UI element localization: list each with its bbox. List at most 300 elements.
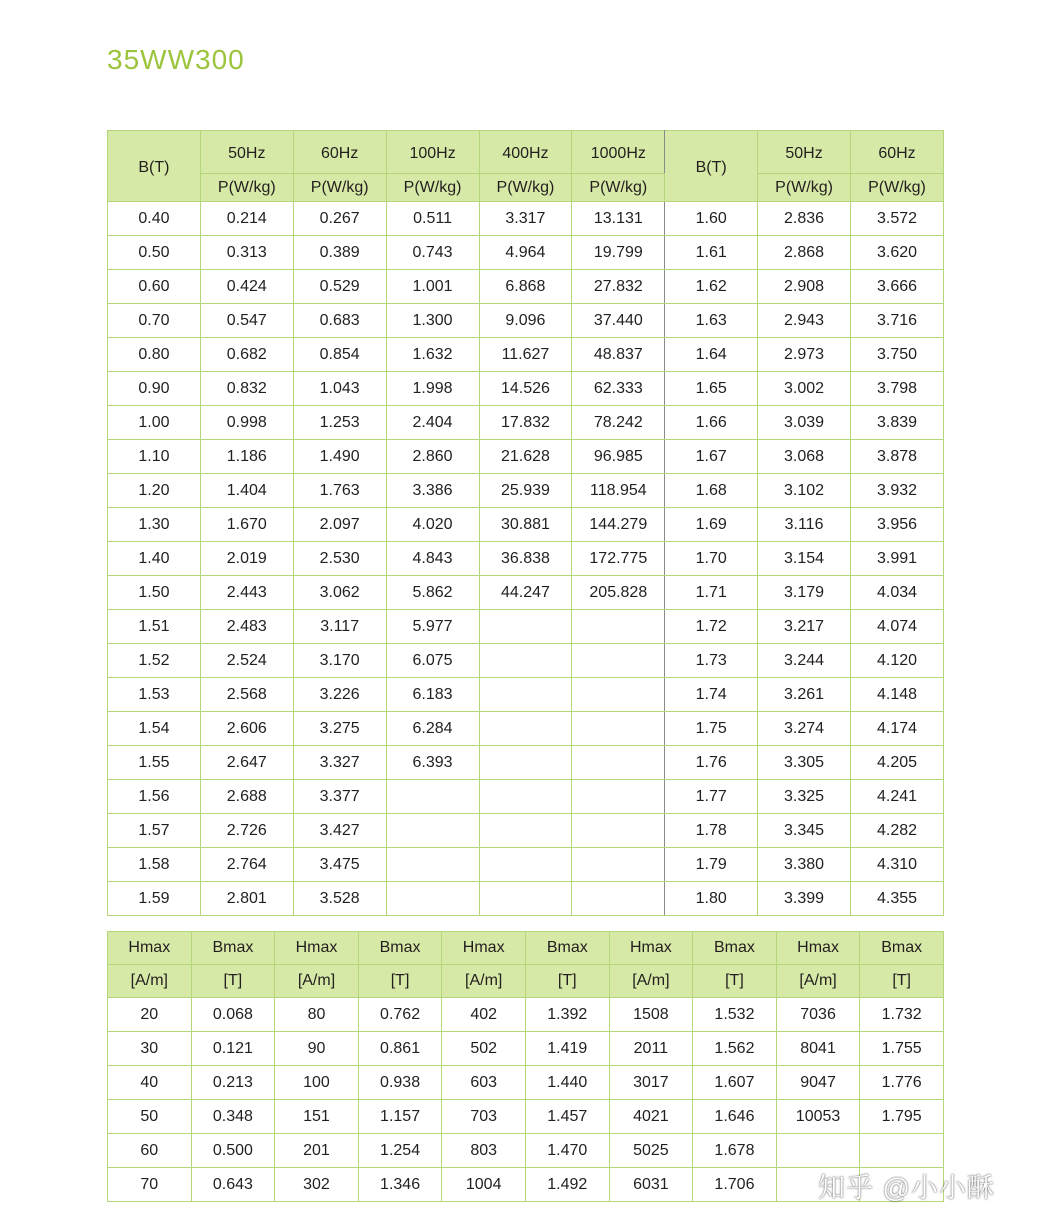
table-cell: 4.034 — [851, 576, 944, 610]
unit-label: P(W/kg) — [479, 174, 572, 202]
table-cell: 2.726 — [200, 814, 293, 848]
table-cell: 4.282 — [851, 814, 944, 848]
table-cell: 1.404 — [200, 474, 293, 508]
table-cell: 172.775 — [572, 542, 665, 576]
table-cell: 1.776 — [860, 1066, 944, 1100]
table-cell: 0.938 — [358, 1066, 442, 1100]
table-row — [108, 882, 944, 916]
table-cell: 1.706 — [693, 1168, 777, 1202]
table-cell: 3.062 — [293, 576, 386, 610]
table-cell: 25.939 — [479, 474, 572, 508]
table-cell — [479, 644, 572, 678]
table-cell — [479, 746, 572, 780]
table-cell: 0.424 — [200, 270, 293, 304]
magnetization-table — [107, 931, 944, 1202]
bh-unit-row — [108, 965, 944, 998]
table-row — [108, 1134, 944, 1168]
table-cell: 9.096 — [479, 304, 572, 338]
table-row — [108, 372, 944, 406]
table-cell: 1.54 — [108, 712, 201, 746]
unit-label: P(W/kg) — [758, 174, 851, 202]
table-cell: 1.70 — [665, 542, 758, 576]
table-cell: 1.69 — [665, 508, 758, 542]
table-cell — [572, 780, 665, 814]
table-cell: 1.73 — [665, 644, 758, 678]
table-cell: 1.419 — [525, 1032, 609, 1066]
table-cell: 2.764 — [200, 848, 293, 882]
table-cell: 1.60 — [665, 202, 758, 236]
table-cell: 36.838 — [479, 542, 572, 576]
bh-header-cell: Hmax — [275, 932, 359, 965]
table-cell: 3.170 — [293, 644, 386, 678]
bh-header-cell: Bmax — [525, 932, 609, 965]
table-cell: 6.075 — [386, 644, 479, 678]
table-cell: 6031 — [609, 1168, 693, 1202]
table-cell: 2011 — [609, 1032, 693, 1066]
table-cell: 3.039 — [758, 406, 851, 440]
table-cell: 0.60 — [108, 270, 201, 304]
bh-unit-cell: [A/m] — [776, 965, 860, 998]
unit-label: P(W/kg) — [572, 174, 665, 202]
table-cell: 3.528 — [293, 882, 386, 916]
unit-label: P(W/kg) — [386, 174, 479, 202]
table-cell: 1.763 — [293, 474, 386, 508]
table-cell: 4.020 — [386, 508, 479, 542]
table-cell — [386, 882, 479, 916]
bh-unit-cell: [A/m] — [108, 965, 192, 998]
table-cell: 3.386 — [386, 474, 479, 508]
table-cell: 0.998 — [200, 406, 293, 440]
table-cell: 21.628 — [479, 440, 572, 474]
table-cell: 0.643 — [191, 1168, 275, 1202]
table-cell: 9047 — [776, 1066, 860, 1100]
table-cell: 1.40 — [108, 542, 201, 576]
table-cell: 1.186 — [200, 440, 293, 474]
table-cell: 201 — [275, 1134, 359, 1168]
table-cell: 803 — [442, 1134, 526, 1168]
col-400hz: 400Hz — [479, 131, 572, 174]
table-cell: 6.183 — [386, 678, 479, 712]
col-60hz-right: 60Hz — [851, 131, 944, 174]
bh-header-cell: Bmax — [693, 932, 777, 965]
table-cell: 3.345 — [758, 814, 851, 848]
table-cell: 14.526 — [479, 372, 572, 406]
bh-unit-cell: [T] — [191, 965, 275, 998]
table-cell — [572, 712, 665, 746]
core-loss-table — [107, 130, 944, 916]
table-row — [108, 474, 944, 508]
table-cell: 1.043 — [293, 372, 386, 406]
table-cell — [572, 746, 665, 780]
table-cell: 0.267 — [293, 202, 386, 236]
table-cell: 2.568 — [200, 678, 293, 712]
loss-table-body — [108, 202, 944, 916]
bh-header-cell: Bmax — [191, 932, 275, 965]
bh-unit-cell: [A/m] — [442, 965, 526, 998]
table-cell: 0.762 — [358, 998, 442, 1032]
table-cell: 3.068 — [758, 440, 851, 474]
table-cell: 0.861 — [358, 1032, 442, 1066]
table-cell: 2.868 — [758, 236, 851, 270]
table-cell: 1.20 — [108, 474, 201, 508]
table-cell: 62.333 — [572, 372, 665, 406]
col-b-left: B(T) — [108, 131, 201, 202]
table-cell: 3.878 — [851, 440, 944, 474]
table-cell: 1.56 — [108, 780, 201, 814]
table-cell: 0.90 — [108, 372, 201, 406]
table-cell: 1.492 — [525, 1168, 609, 1202]
table-cell: 3.179 — [758, 576, 851, 610]
table-cell: 2.483 — [200, 610, 293, 644]
table-cell: 1.632 — [386, 338, 479, 372]
table-cell: 2.019 — [200, 542, 293, 576]
table-cell: 3.956 — [851, 508, 944, 542]
table-cell: 3.666 — [851, 270, 944, 304]
table-cell — [386, 848, 479, 882]
table-cell: 1.71 — [665, 576, 758, 610]
bh-unit-cell: [A/m] — [275, 965, 359, 998]
table-cell: 1.795 — [860, 1100, 944, 1134]
table-cell: 3.839 — [851, 406, 944, 440]
table-cell: 0.40 — [108, 202, 201, 236]
table-row — [108, 304, 944, 338]
table-cell: 2.860 — [386, 440, 479, 474]
table-cell: 5.977 — [386, 610, 479, 644]
table-cell: 1.646 — [693, 1100, 777, 1134]
table-cell: 1.157 — [358, 1100, 442, 1134]
table-cell: 4.205 — [851, 746, 944, 780]
table-cell: 2.404 — [386, 406, 479, 440]
table-cell: 4.148 — [851, 678, 944, 712]
bh-unit-cell: [T] — [693, 965, 777, 998]
table-cell: 1.670 — [200, 508, 293, 542]
table-cell: 3.154 — [758, 542, 851, 576]
table-cell: 4.174 — [851, 712, 944, 746]
table-cell — [860, 1134, 944, 1168]
table-cell: 0.511 — [386, 202, 479, 236]
table-cell: 205.828 — [572, 576, 665, 610]
table-cell: 2.097 — [293, 508, 386, 542]
table-cell: 6.284 — [386, 712, 479, 746]
table-cell: 1.62 — [665, 270, 758, 304]
table-cell: 6.868 — [479, 270, 572, 304]
table-cell: 1.76 — [665, 746, 758, 780]
table-cell: 3.427 — [293, 814, 386, 848]
table-cell: 0.500 — [191, 1134, 275, 1168]
table-cell: 1.65 — [665, 372, 758, 406]
table-cell: 1.64 — [665, 338, 758, 372]
table-cell: 4.355 — [851, 882, 944, 916]
table-cell: 1.253 — [293, 406, 386, 440]
table-row — [108, 1100, 944, 1134]
table-cell: 1.470 — [525, 1134, 609, 1168]
table-row — [108, 542, 944, 576]
bh-unit-cell: [T] — [358, 965, 442, 998]
table-cell: 1508 — [609, 998, 693, 1032]
table-cell: 1.63 — [665, 304, 758, 338]
table-cell: 3.932 — [851, 474, 944, 508]
table-cell: 3.226 — [293, 678, 386, 712]
unit-label: P(W/kg) — [200, 174, 293, 202]
table-cell: 703 — [442, 1100, 526, 1134]
table-cell: 2.524 — [200, 644, 293, 678]
table-cell: 0.529 — [293, 270, 386, 304]
table-row — [108, 746, 944, 780]
table-cell: 1.755 — [860, 1032, 944, 1066]
table-cell: 1.57 — [108, 814, 201, 848]
table-cell: 30 — [108, 1032, 192, 1066]
table-cell: 1.59 — [108, 882, 201, 916]
table-row — [108, 712, 944, 746]
table-cell: 1.254 — [358, 1134, 442, 1168]
col-50hz-left: 50Hz — [200, 131, 293, 174]
table-cell: 0.854 — [293, 338, 386, 372]
table-cell: 302 — [275, 1168, 359, 1202]
table-cell: 44.247 — [479, 576, 572, 610]
table-cell: 3.275 — [293, 712, 386, 746]
table-cell: 3017 — [609, 1066, 693, 1100]
table-cell: 1.732 — [860, 998, 944, 1032]
table-row — [108, 998, 944, 1032]
table-cell: 4.964 — [479, 236, 572, 270]
table-cell: 1.457 — [525, 1100, 609, 1134]
unit-label: P(W/kg) — [851, 174, 944, 202]
table-cell: 3.117 — [293, 610, 386, 644]
col-b-right: B(T) — [665, 131, 758, 202]
table-cell: 1.66 — [665, 406, 758, 440]
table-cell: 78.242 — [572, 406, 665, 440]
table-cell: 3.102 — [758, 474, 851, 508]
loss-header-row — [108, 131, 944, 174]
table-cell: 0.068 — [191, 998, 275, 1032]
table-row — [108, 814, 944, 848]
page-title: 35WW300 — [107, 44, 245, 75]
table-cell: 37.440 — [572, 304, 665, 338]
table-cell: 1.79 — [665, 848, 758, 882]
table-cell: 0.348 — [191, 1100, 275, 1134]
table-cell: 1.300 — [386, 304, 479, 338]
table-cell: 2.647 — [200, 746, 293, 780]
table-cell: 5.862 — [386, 576, 479, 610]
table-row — [108, 508, 944, 542]
table-cell: 4.843 — [386, 542, 479, 576]
col-60hz-left: 60Hz — [293, 131, 386, 174]
table-cell: 151 — [275, 1100, 359, 1134]
table-cell: 19.799 — [572, 236, 665, 270]
table-cell: 1.78 — [665, 814, 758, 848]
table-cell: 4.074 — [851, 610, 944, 644]
table-cell: 3.377 — [293, 780, 386, 814]
col-50hz-right: 50Hz — [758, 131, 851, 174]
table-cell: 3.620 — [851, 236, 944, 270]
table-cell: 1.58 — [108, 848, 201, 882]
bh-header-cell: Bmax — [358, 932, 442, 965]
table-cell: 50 — [108, 1100, 192, 1134]
table-cell: 1.52 — [108, 644, 201, 678]
bh-header-cell: Hmax — [609, 932, 693, 965]
table-cell: 3.475 — [293, 848, 386, 882]
table-cell — [386, 814, 479, 848]
table-cell: 6.393 — [386, 746, 479, 780]
table-cell: 0.213 — [191, 1066, 275, 1100]
table-cell: 1004 — [442, 1168, 526, 1202]
table-row — [108, 780, 944, 814]
table-cell: 1.001 — [386, 270, 479, 304]
col-1000hz: 1000Hz — [572, 131, 665, 174]
table-cell: 1.61 — [665, 236, 758, 270]
table-cell: 7036 — [776, 998, 860, 1032]
table-row — [108, 644, 944, 678]
table-cell: 11.627 — [479, 338, 572, 372]
table-cell: 1.490 — [293, 440, 386, 474]
table-cell: 1.72 — [665, 610, 758, 644]
table-cell: 1.75 — [665, 712, 758, 746]
table-cell: 3.325 — [758, 780, 851, 814]
table-row — [108, 406, 944, 440]
table-cell: 3.716 — [851, 304, 944, 338]
table-cell: 1.440 — [525, 1066, 609, 1100]
bh-unit-cell: [T] — [860, 965, 944, 998]
table-cell: 1.562 — [693, 1032, 777, 1066]
table-cell: 1.998 — [386, 372, 479, 406]
table-cell: 4.120 — [851, 644, 944, 678]
table-row — [108, 338, 944, 372]
table-cell: 1.67 — [665, 440, 758, 474]
table-cell: 40 — [108, 1066, 192, 1100]
table-cell: 1.607 — [693, 1066, 777, 1100]
table-cell: 27.832 — [572, 270, 665, 304]
table-cell: 1.678 — [693, 1134, 777, 1168]
watermark: 知乎 @小小酥 — [818, 1173, 995, 1203]
table-cell: 3.991 — [851, 542, 944, 576]
col-100hz: 100Hz — [386, 131, 479, 174]
table-cell: 96.985 — [572, 440, 665, 474]
table-cell: 0.682 — [200, 338, 293, 372]
table-cell — [386, 780, 479, 814]
table-cell: 4.241 — [851, 780, 944, 814]
table-cell — [572, 882, 665, 916]
table-cell: 3.798 — [851, 372, 944, 406]
table-cell: 603 — [442, 1066, 526, 1100]
loss-unit-row — [108, 174, 944, 202]
table-cell — [479, 712, 572, 746]
table-cell: 17.832 — [479, 406, 572, 440]
table-cell: 4021 — [609, 1100, 693, 1134]
table-cell: 2.908 — [758, 270, 851, 304]
table-cell: 3.002 — [758, 372, 851, 406]
table-cell: 1.30 — [108, 508, 201, 542]
bh-header-cell: Bmax — [860, 932, 944, 965]
table-cell: 0.313 — [200, 236, 293, 270]
table-cell: 2.443 — [200, 576, 293, 610]
bh-unit-cell: [T] — [525, 965, 609, 998]
table-cell: 0.121 — [191, 1032, 275, 1066]
table-cell — [572, 610, 665, 644]
table-cell: 2.801 — [200, 882, 293, 916]
table-cell: 3.380 — [758, 848, 851, 882]
table-cell: 30.881 — [479, 508, 572, 542]
table-cell — [776, 1134, 860, 1168]
table-cell: 60 — [108, 1134, 192, 1168]
table-cell — [572, 678, 665, 712]
unit-label: P(W/kg) — [293, 174, 386, 202]
table-cell — [572, 848, 665, 882]
table-cell: 0.80 — [108, 338, 201, 372]
table-cell: 70 — [108, 1168, 192, 1202]
table-cell: 1.55 — [108, 746, 201, 780]
table-cell — [479, 848, 572, 882]
table-cell: 2.973 — [758, 338, 851, 372]
table-cell: 2.530 — [293, 542, 386, 576]
table-row — [108, 236, 944, 270]
bh-header-cell: Hmax — [442, 932, 526, 965]
table-cell: 1.00 — [108, 406, 201, 440]
table-cell: 0.70 — [108, 304, 201, 338]
table-cell: 2.836 — [758, 202, 851, 236]
table-cell: 100 — [275, 1066, 359, 1100]
table-cell: 3.261 — [758, 678, 851, 712]
table-cell: 90 — [275, 1032, 359, 1066]
table-cell: 3.217 — [758, 610, 851, 644]
table-cell: 3.305 — [758, 746, 851, 780]
table-cell: 0.683 — [293, 304, 386, 338]
bh-header-row — [108, 932, 944, 965]
table-cell: 0.389 — [293, 236, 386, 270]
table-cell: 1.51 — [108, 610, 201, 644]
table-cell: 0.832 — [200, 372, 293, 406]
table-cell: 0.743 — [386, 236, 479, 270]
table-cell: 10053 — [776, 1100, 860, 1134]
table-cell: 4.310 — [851, 848, 944, 882]
table-cell: 80 — [275, 998, 359, 1032]
table-cell: 3.327 — [293, 746, 386, 780]
table-cell — [479, 678, 572, 712]
table-cell — [479, 780, 572, 814]
table-cell: 5025 — [609, 1134, 693, 1168]
table-cell: 1.80 — [665, 882, 758, 916]
table-cell: 1.68 — [665, 474, 758, 508]
table-row — [108, 610, 944, 644]
table-cell: 1.50 — [108, 576, 201, 610]
table-cell: 144.279 — [572, 508, 665, 542]
table-cell: 0.547 — [200, 304, 293, 338]
table-cell: 3.750 — [851, 338, 944, 372]
bh-header-cell: Hmax — [776, 932, 860, 965]
table-cell: 1.392 — [525, 998, 609, 1032]
table-row — [108, 202, 944, 236]
table-cell: 3.317 — [479, 202, 572, 236]
table-row — [108, 576, 944, 610]
table-cell: 1.346 — [358, 1168, 442, 1202]
table-cell: 402 — [442, 998, 526, 1032]
table-cell: 502 — [442, 1032, 526, 1066]
table-cell — [572, 814, 665, 848]
table-row — [108, 1032, 944, 1066]
table-row — [108, 678, 944, 712]
table-cell: 1.10 — [108, 440, 201, 474]
table-cell: 0.50 — [108, 236, 201, 270]
table-cell: 48.837 — [572, 338, 665, 372]
table-cell: 8041 — [776, 1032, 860, 1066]
table-row — [108, 1066, 944, 1100]
table-cell — [479, 814, 572, 848]
table-cell: 13.131 — [572, 202, 665, 236]
table-cell: 2.606 — [200, 712, 293, 746]
table-cell: 2.943 — [758, 304, 851, 338]
table-cell: 3.116 — [758, 508, 851, 542]
table-cell: 3.399 — [758, 882, 851, 916]
table-row — [108, 440, 944, 474]
